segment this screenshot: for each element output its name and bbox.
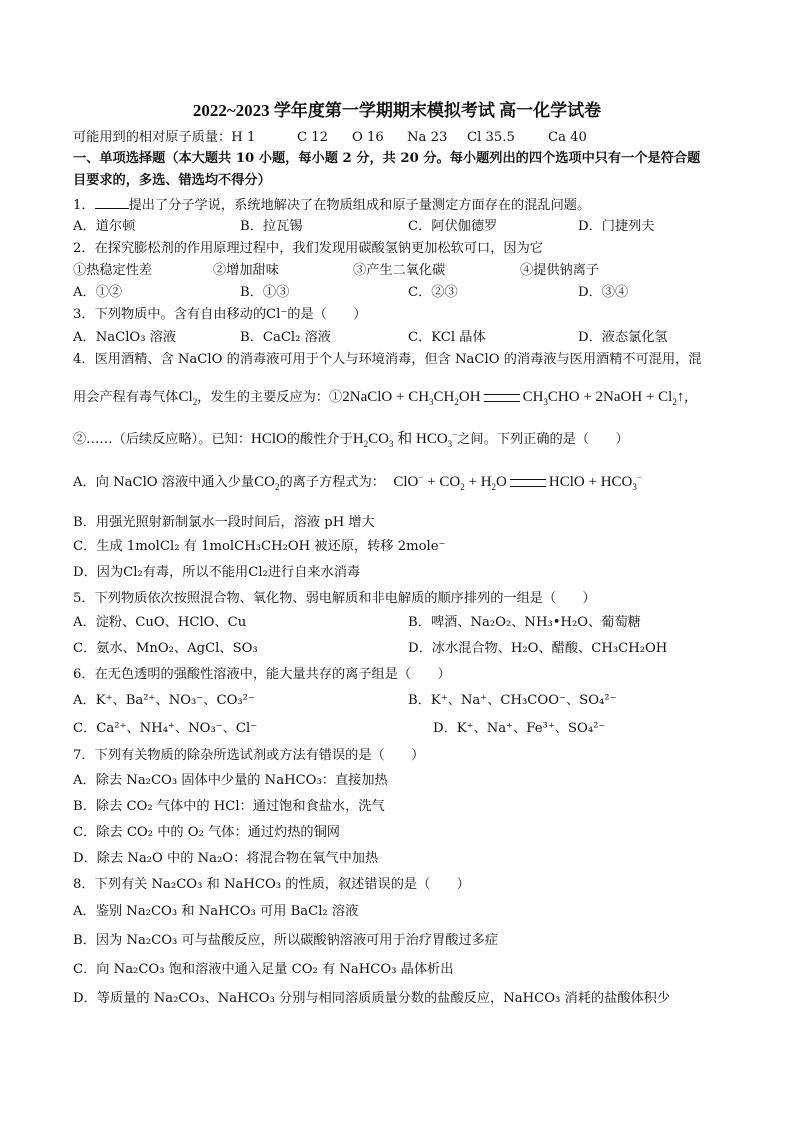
option-c[interactable]: C．氨水、MnO₂、AgCl、SO₃ xyxy=(73,641,258,656)
option-d[interactable]: D．冰水混合物、H₂O、醋酸、CH₃CH₂OH xyxy=(408,641,668,656)
option-text: A．向 NaClO 溶液中通入少量 xyxy=(73,475,255,490)
formula-hclo: HClO xyxy=(251,431,287,447)
option-c[interactable]: C．向 Na₂CO₃ 饱和溶液中通入足量 CO₂ 有 NaHCO₃ 晶体析出 xyxy=(73,962,454,977)
option-d[interactable]: D．等质量的 Na₂CO₃、NaHCO₃ 分别与相同溶质质量分数的盐酸反应，NaHCO₃ 消耗的盐酸体积少 xyxy=(73,991,671,1006)
question-4: 4．医用酒精、含 NaClO 的消毒液可用于个人与环境消毒，但含 NaClO 的消毒液与医用酒精不可混用，混 xyxy=(73,352,702,367)
option-c[interactable]: C．Ca²⁺、NH₄⁺、NO₃⁻、Cl⁻ xyxy=(73,721,258,736)
item-1: ①热稳定性差 xyxy=(73,263,153,278)
option-a[interactable]: A．①② xyxy=(73,285,123,300)
question-6: 6．在无色透明的强酸性溶液中，能大量共存的离子组是（ ） xyxy=(73,667,451,682)
ionic-equation: $ClO^- + CO_2 + H_2O$ HClO + $HCO_3^-$ xyxy=(393,472,642,492)
question-3: 3．下列物质中。含有自由移动的Cl⁻的是（ ） xyxy=(73,307,367,322)
formula-co2: $CO_2$ xyxy=(254,474,280,492)
atomic-mass-label: 可能用到的相对原子质量：H 1 xyxy=(73,130,256,145)
option-c[interactable]: C．生成 1molCl₂ 有 1molCH₃CH₂OH 被还原，转移 2mole⁻ xyxy=(73,539,446,554)
option-b[interactable]: B．除去 CO₂ 气体中的 HCl：通过饱和食盐水，洗气 xyxy=(73,799,385,814)
option-d[interactable]: D．除去 Na₂O 中的 Na₂O：将混合物在氧气中加热 xyxy=(73,851,379,866)
question-text: 之间。下列正确的是（ ） xyxy=(457,432,629,447)
option-d[interactable]: D．K⁺、Na⁺、Fe³⁺、SO₄²⁻ xyxy=(433,721,606,736)
option-a[interactable] xyxy=(73,474,642,491)
option-c[interactable]: C．阿伏伽德罗 xyxy=(408,219,498,234)
option-b[interactable]: B．拉瓦锡 xyxy=(240,219,303,234)
option-c[interactable]: C．②③ xyxy=(408,285,458,300)
question-1 xyxy=(73,196,590,214)
section-heading: 一、单项选择题（本大题共 10 小题，每小题 2 分，共 20 分。每小题列出的四个选项中只有一个是符合题 xyxy=(73,151,701,166)
formula-acids: $H_2CO_3$ 和 $HCO_3^-$ xyxy=(352,429,458,449)
answer-blank[interactable] xyxy=(95,196,129,209)
question-text: 提出了分子学说，系统地解决了在物质组成和原子量测定方面存在的混乱问题。 xyxy=(128,198,591,213)
atomic-mass-ca: Ca 40 xyxy=(548,130,587,145)
option-d[interactable]: D．液态氯化氢 xyxy=(578,330,668,345)
page-title: 2022~2023 学年度第一学期期末模拟考试 高一化学试卷 xyxy=(192,101,602,120)
option-b[interactable]: B．啤酒、Na₂O₂、NH₃•H₂O、葡萄糖 xyxy=(408,615,641,630)
option-b[interactable]: B．用强光照射新制氯水一段时间后，溶液 pH 增大 xyxy=(73,515,375,530)
equals-sign xyxy=(484,394,520,402)
question-4-known xyxy=(73,431,629,448)
option-b[interactable]: B．①③ xyxy=(240,285,290,300)
section-heading-cont: 目要求的，多选、错选均不得分） xyxy=(73,173,271,188)
option-c[interactable]: C．KCl 晶体 xyxy=(408,330,486,345)
atomic-mass-na: Na 23 xyxy=(407,130,448,145)
atomic-mass-o: O 16 xyxy=(352,130,384,145)
formula-cl2: $Cl_2$ xyxy=(178,389,198,407)
reaction-equation: 2NaClO + $CH_3CH_2OH$ $CH_3CHO$ + 2NaOH + $Cl_2↑$, xyxy=(342,389,689,407)
option-d[interactable]: D．门捷列夫 xyxy=(578,219,655,234)
option-a[interactable]: A．鉴别 Na₂CO₃ 和 NaHCO₃ 可用 BaCl₂ 溶液 xyxy=(73,904,359,919)
item-3: ③产生二氧化碳 xyxy=(353,263,446,278)
option-a[interactable]: A．道尔顿 xyxy=(73,219,136,234)
option-a[interactable]: A．NaClO₃ 溶液 xyxy=(73,330,177,345)
question-text: 的酸性介于 xyxy=(286,432,353,447)
option-d[interactable]: D．③④ xyxy=(578,285,629,300)
option-a[interactable]: A．K⁺、Ba²⁺、NO₃⁻、CO₃²⁻ xyxy=(73,693,255,708)
equals-sign xyxy=(510,479,546,487)
option-text: 的离子方程式为： xyxy=(279,475,385,490)
question-2: 2．在探究膨松剂的作用原理过程中，我们发现用碳酸氢钠更加松软可口，因为它 xyxy=(73,241,543,256)
question-4-reaction xyxy=(73,389,688,406)
atomic-mass-cl: Cl 35.5 xyxy=(467,130,515,145)
question-text: ②……（后续反应略）。已知： xyxy=(73,432,252,447)
option-b[interactable]: B．K⁺、Na⁺、CH₃COO⁻、SO₄²⁻ xyxy=(408,693,617,708)
question-7: 7．下列有关物质的除杂所选试剂或方法有错误的是（ ） xyxy=(73,748,425,763)
option-b[interactable]: B．CaCl₂ 溶液 xyxy=(240,330,331,345)
item-2: ②增加甜味 xyxy=(213,263,279,278)
option-c[interactable]: C．除去 CO₂ 中的 O₂ 气体：通过灼热的铜网 xyxy=(73,825,340,840)
option-d[interactable]: D．因为Cl₂有毒，所以不能用Cl₂进行自来水消毒 xyxy=(73,565,361,580)
option-a[interactable]: A．淀粉、CuO、HClO、Cu xyxy=(73,615,247,630)
question-number: 1． xyxy=(73,198,95,213)
option-b[interactable]: B．因为 Na₂CO₃ 可与盐酸反应，所以碳酸钠溶液可用于治疗胃酸过多症 xyxy=(73,933,499,948)
question-text: ，发生的主要反应为：① xyxy=(197,390,343,405)
question-text: 用会产程有毒气体 xyxy=(73,390,179,405)
atomic-mass-c: C 12 xyxy=(297,130,329,145)
option-a[interactable]: A．除去 Na₂CO₃ 固体中少量的 NaHCO₃：直接加热 xyxy=(73,773,388,788)
item-4: ④提供钠离子 xyxy=(520,263,600,278)
question-5: 5．下列物质依次按照混合物、氧化物、弱电解质和非电解质的顺序排列的一组是（ ） xyxy=(73,591,596,606)
question-8: 8．下列有关 Na₂CO₃ 和 NaHCO₃ 的性质，叙述错误的是（ ） xyxy=(73,877,470,892)
